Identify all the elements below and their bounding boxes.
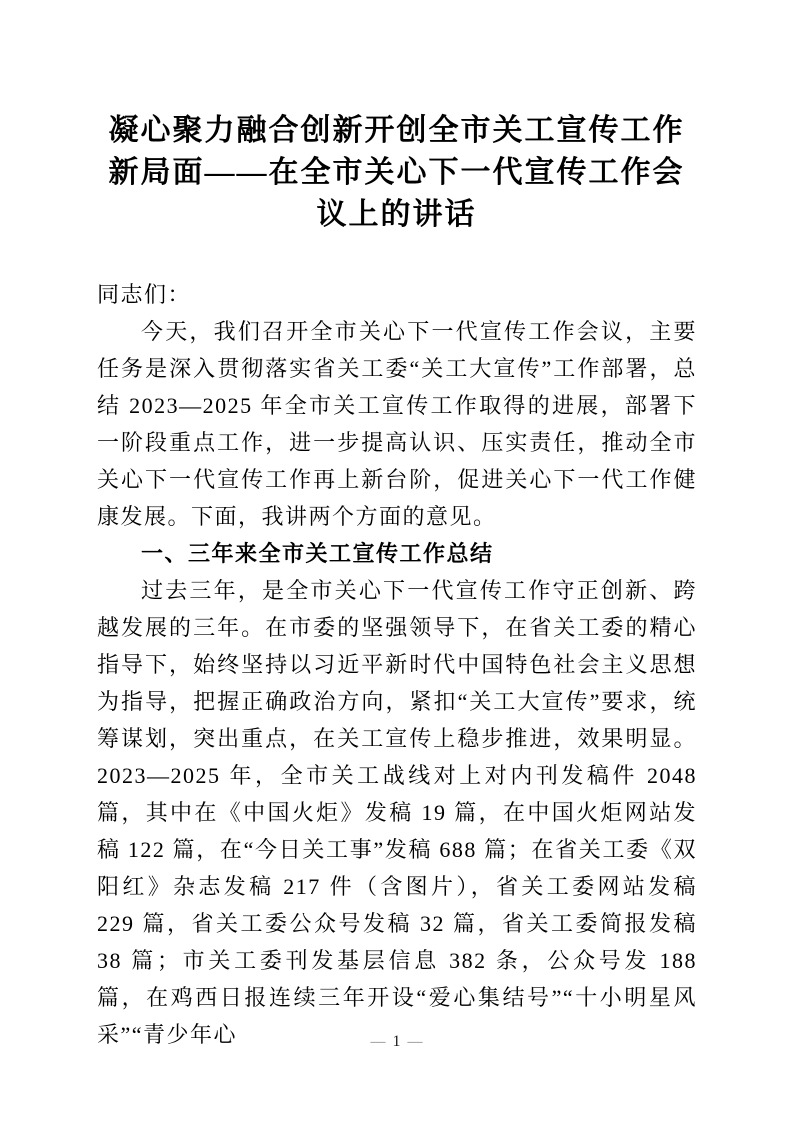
section1-paragraph: 过去三年，是全市关心下一代宣传工作守正创新、跨越发展的三年。在市委的坚强领导下，在省关工委的精心指导下，始终坚持以习近平新时代中国特色社会主义思想为指导，把握正确政治方向，紧扣“关工大宣传”要求，统筹谋划，突出重点，在关工宣传上稳步推进，效果明显。2023—2025 年，全市关工战线对上对内刊发稿件 2048 篇，其中在《中国火炬》发稿 19 篇，在中国火炬网站发稿 122 篇，在“今日关工事”发稿 688 篇；在省关工委《双阳红》杂志发稿 217 件（含图片），省关工委网站发稿 229 篇，省关工委公众号发稿 32 篇，省关工委简报发稿 38 篇；市关工委刊发基层信息 382 条，公众号发 188 篇，在鸡西日报连续三年开设“爱心集结号”“十小明星风采”“青少年心 — [97, 578, 697, 1047]
section-heading: 一、三年来全市关工宣传工作总结 — [141, 541, 494, 566]
footer-dash-right: — — [407, 1034, 423, 1050]
document-body — [97, 276, 697, 1053]
salutation: 同志们： — [97, 282, 192, 307]
document-title: 凝心聚力融合创新开创全市关工宣传工作新局面——在全市关心下一代宣传工作会议上的讲话 — [108, 114, 685, 231]
page-number: 1 — [392, 1033, 401, 1050]
intro-paragraph: 今天，我们召开全市关心下一代宣传工作会议，主要任务是深入贯彻落实省关工委“关工大宣传”工作部署，总结 2023—2025 年全市关工宣传工作取得的进展，部署下一阶段重点工作，进一步提高认识、压实责任，推动全市关心下一代宣传工作再上新台阶，促进关心下一代工作健康发展。下面，我讲两个方面的意见。 — [97, 319, 697, 529]
footer-dash-left: — — [370, 1034, 386, 1050]
page-footer — [0, 1031, 793, 1053]
